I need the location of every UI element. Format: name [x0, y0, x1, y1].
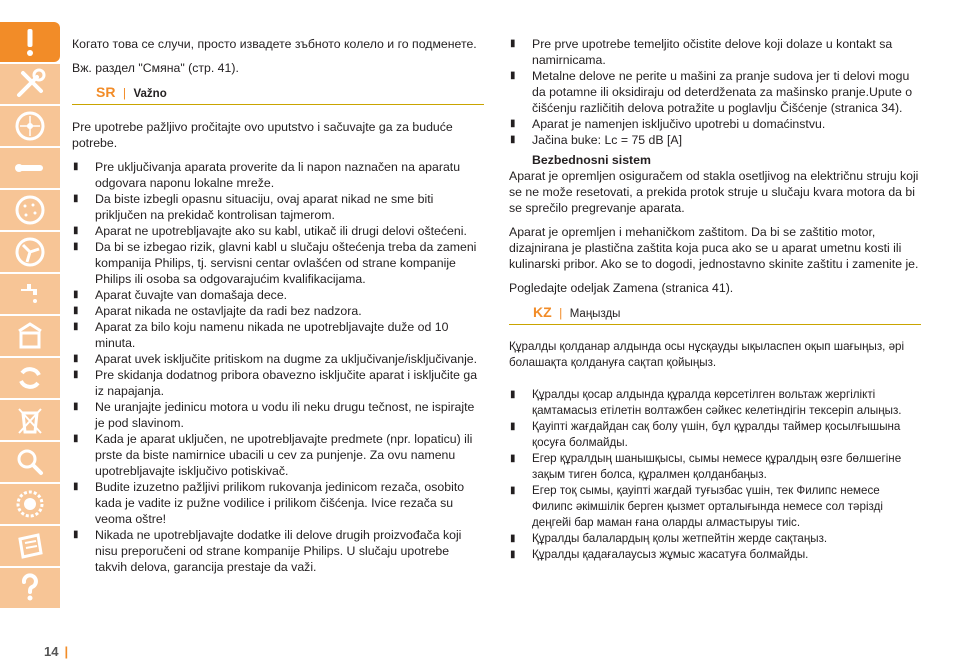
list-item-text: Ne uranjajte jedinicu motora u vodu ili neku drugu tečnost, ne ispirajte je pod slavinom. — [95, 400, 475, 430]
grater-disc-icon — [13, 193, 47, 227]
tab-recycle[interactable] — [0, 400, 60, 440]
tab-help[interactable] — [0, 568, 60, 608]
safety-system-heading: Bezbednosni sistem — [532, 153, 651, 167]
bullet-icon: ▮ — [510, 389, 516, 400]
safety-paragraph-2: Aparat je opremljen i mehaničkom zaštitom. Da bi se zaštitio motor, dizajnirana je plastična zaštita koja puca ako se u aparat umetnu kosti ili kulinarski pribor. Ako se to dogodi, jednostavno skinite zaštitu i zamenite je. — [509, 225, 919, 271]
tab-booklet[interactable] — [0, 526, 60, 566]
list-item-text: Қауіпті жағдайдан сақ болу үшін, бұл құралды таймер қосылғышына қосуға болмайды. — [532, 420, 901, 449]
sr-care-list — [509, 36, 921, 148]
list-item — [509, 451, 921, 483]
kz-section-header — [509, 304, 921, 325]
tap-icon — [13, 277, 47, 311]
list-item — [72, 351, 484, 367]
bin-icon — [13, 403, 47, 437]
list-item — [509, 547, 921, 563]
bullet-icon: ▮ — [73, 401, 79, 412]
tab-blade[interactable] — [0, 232, 60, 272]
tab-tap[interactable] — [0, 274, 60, 314]
sr-warning-list — [72, 159, 484, 575]
tab-guarantee[interactable] — [0, 484, 60, 524]
tab-disc[interactable] — [0, 106, 60, 146]
list-item — [509, 387, 921, 419]
list-item — [509, 483, 921, 531]
bullet-icon: ▮ — [510, 549, 516, 560]
booklet-icon — [13, 529, 47, 563]
kz-language-code: KZ — [533, 304, 552, 320]
list-item-text: Құралды балалардың қолы жетпейтін жерде сақтаңыз. — [532, 532, 828, 545]
bullet-icon: ▮ — [73, 193, 79, 204]
list-item — [509, 116, 921, 132]
bullet-icon: ▮ — [73, 353, 79, 364]
list-item-text: Егер құралдың шанышқысы, сымы немесе құралдың өзге бөлшегіне зақым тиген болса, құралмен қолданбаңыз. — [532, 452, 902, 481]
list-item-text: Aparat nikada ne ostavljajte da radi bez nadzora. — [95, 304, 362, 318]
bullet-icon: ▮ — [510, 533, 516, 544]
assembly-icon — [13, 319, 47, 353]
tools-icon — [13, 67, 47, 101]
bullet-icon: ▮ — [510, 485, 516, 496]
page-footer — [44, 644, 68, 659]
list-item-text: Aparat za bilo koju namenu nikada ne upotrebljavajte duže od 10 minuta. — [95, 320, 449, 350]
refresh-icon — [13, 361, 47, 395]
safety-paragraph-3: Pogledajte odeljak Zamena (stranica 41). — [509, 281, 734, 295]
sr-intro-text: Pre upotrebe pažljivo pročitajte ovo uputstvo i sačuvajte ga za buduće potrebe. — [72, 120, 453, 150]
list-item-text: Pre skidanja dodatnog pribora obavezno isključite aparat i isključite ga iz napajanja. — [95, 368, 478, 398]
magnifier-icon — [13, 445, 47, 479]
list-item — [509, 419, 921, 451]
sr-separator: | — [122, 86, 127, 100]
tab-search[interactable] — [0, 442, 60, 482]
list-item — [72, 159, 484, 191]
tab-refresh[interactable] — [0, 358, 60, 398]
footer-separator: | — [64, 644, 69, 659]
list-item — [72, 303, 484, 319]
tab-tools[interactable] — [0, 64, 60, 104]
bullet-icon: ▮ — [510, 453, 516, 464]
screw-icon — [13, 151, 47, 185]
tab-screw[interactable] — [0, 148, 60, 188]
bullet-icon: ▮ — [73, 225, 79, 236]
list-item — [72, 367, 484, 399]
list-item — [509, 531, 921, 547]
list-item — [72, 223, 484, 239]
list-item-text: Pre prve upotrebe temeljito očistite delove koji dolaze u kontakt sa namirnicama. — [532, 37, 893, 67]
list-item-text: Jačina buke: Lc = 75 dB [A] — [532, 133, 683, 147]
kz-warning-list — [509, 387, 921, 563]
bullet-icon: ▮ — [73, 481, 79, 492]
blade-disc-icon — [13, 235, 47, 269]
list-item-text: Da bi se izbegao rizik, glavni kabl u slučaju oštećenja treba da zameni kompanija Philips, tj. servisni centar ovlašćen od strane kompanije Philips ili osoba sa odgovarajućim kvalifikacijama. — [95, 240, 477, 286]
list-item — [72, 399, 484, 431]
bullet-icon: ▮ — [73, 289, 79, 300]
bullet-icon: ▮ — [73, 433, 79, 444]
list-item-text: Aparat je namenjen isključivo upotrebi u domaćinstvu. — [532, 117, 826, 131]
list-item-text: Nikada ne upotrebljavajte dodatke ili delove drugih proizvođača koji nisu preporučeni od strane kompanije Philips. U slučaju upotrebe takvih delova, garancija prestaje da važi. — [95, 528, 462, 574]
list-item — [509, 132, 921, 148]
bullet-icon: ▮ — [73, 369, 79, 380]
tab-important[interactable] — [0, 22, 60, 62]
bullet-icon: ▮ — [73, 161, 79, 172]
list-item — [509, 68, 921, 116]
exclamation-icon — [13, 25, 47, 59]
list-item — [72, 431, 484, 479]
bullet-icon: ▮ — [510, 134, 516, 145]
tab-assembly[interactable] — [0, 316, 60, 356]
right-column — [509, 36, 921, 563]
list-item-text: Егер тоқ сымы, қауіпті жағдай туғызбас үшін, тек Филипс немесе Филипс әкімшілік берген қызмет орталығында немесе сол тәрізді деңгейі бар маман ғана оларды алмастыруы тиіс. — [532, 484, 883, 529]
list-item-text: Kada je aparat uključen, ne upotrebljavajte predmete (npr. lopaticu) ili prste da biste namirnice ubacili u cev za punjenje. Za ovu namenu upotrebljavajte isključivo potiskivač. — [95, 432, 473, 478]
kz-intro-text: Құралды қолданар алдында осы нұсқауды ықыласпен оқып шағыңыз, әрі болашақта қолдануға сақтап қойыңыз. — [509, 340, 905, 369]
list-item — [72, 479, 484, 527]
kz-separator: | — [559, 306, 563, 320]
list-item-text: Құралды қадағалаусыз жұмыс жасатуға болмайды. — [532, 548, 809, 561]
bg-intro-text: Когато това се случи, просто извадете зъбното колело и го подменете. — [72, 37, 477, 51]
list-item-text: Aparat uvek isključite pritiskom na dugme za uključivanje/isključivanje. — [95, 352, 478, 366]
tab-grater[interactable] — [0, 190, 60, 230]
bullet-icon: ▮ — [73, 321, 79, 332]
bullet-icon: ▮ — [73, 241, 79, 252]
list-item — [509, 36, 921, 68]
sr-language-code: SR — [96, 84, 116, 100]
question-icon — [13, 571, 47, 605]
left-column — [72, 36, 484, 575]
list-item-text: Pre uključivanja aparata proverite da li napon naznačen na aparatu odgovara naponu lokalne mreže. — [95, 160, 461, 190]
sr-section-header — [72, 84, 484, 105]
bullet-icon: ▮ — [510, 421, 516, 432]
list-item-text: Aparat ne upotrebljavajte ako su kabl, utikač ili drugi delovi oštećeni. — [95, 224, 467, 238]
list-item — [72, 191, 484, 223]
badge-icon — [13, 487, 47, 521]
disc-icon — [13, 109, 47, 143]
safety-paragraph-1: Aparat je opremljen osiguračem od stakla osetljivog na električnu struju koji se ne može resetovati, a prekida protok struje u slučaju kvara motora da bi se sprečilo pregrevanje aparata. — [509, 169, 919, 215]
bullet-icon: ▮ — [510, 118, 516, 129]
list-item-text: Metalne delove ne perite u mašini za pranje sudova jer ti delovi mogu da potamne ili oksidiraju od deterdženata za mašinsko pranje.Upute o čišćenju različitih delova potražite u poglavlju Čišćenje (stranica 34). — [532, 69, 913, 115]
bullet-icon: ▮ — [73, 529, 79, 540]
list-item-text: Құралды қосар алдында құралда көрсетілген вольтаж жергілікті қамтамасыз етілетін волтажбен сәйкес келетіндігін тексеріп алыңыз. — [532, 388, 902, 417]
bullet-icon: ▮ — [73, 305, 79, 316]
list-item — [72, 287, 484, 303]
bullet-icon: ▮ — [510, 70, 516, 81]
sr-section-title: Važno — [133, 88, 167, 100]
list-item — [72, 239, 484, 287]
list-item-text: Aparat čuvajte van domašaja dece. — [95, 288, 288, 302]
page-number: 14 — [44, 644, 59, 659]
bullet-icon: ▮ — [510, 38, 516, 49]
kz-section-title: Маңызды — [569, 308, 621, 320]
list-item — [72, 527, 484, 575]
list-item-text: Da biste izbegli opasnu situaciju, ovaj aparat nikad ne sme biti priključen na prekidač kontrolisan tajmerom. — [95, 192, 434, 222]
list-item-text: Budite izuzetno pažljivi prilikom rukovanja jedinicom rezača, osobito kada je vadite iz pužne vodilice i prilikom čišćenja. Ivice rezača su veoma oštre! — [95, 480, 465, 526]
bg-reference-text: Вж. раздел "Смяна" (стр. 41). — [72, 61, 239, 75]
list-item — [72, 319, 484, 351]
